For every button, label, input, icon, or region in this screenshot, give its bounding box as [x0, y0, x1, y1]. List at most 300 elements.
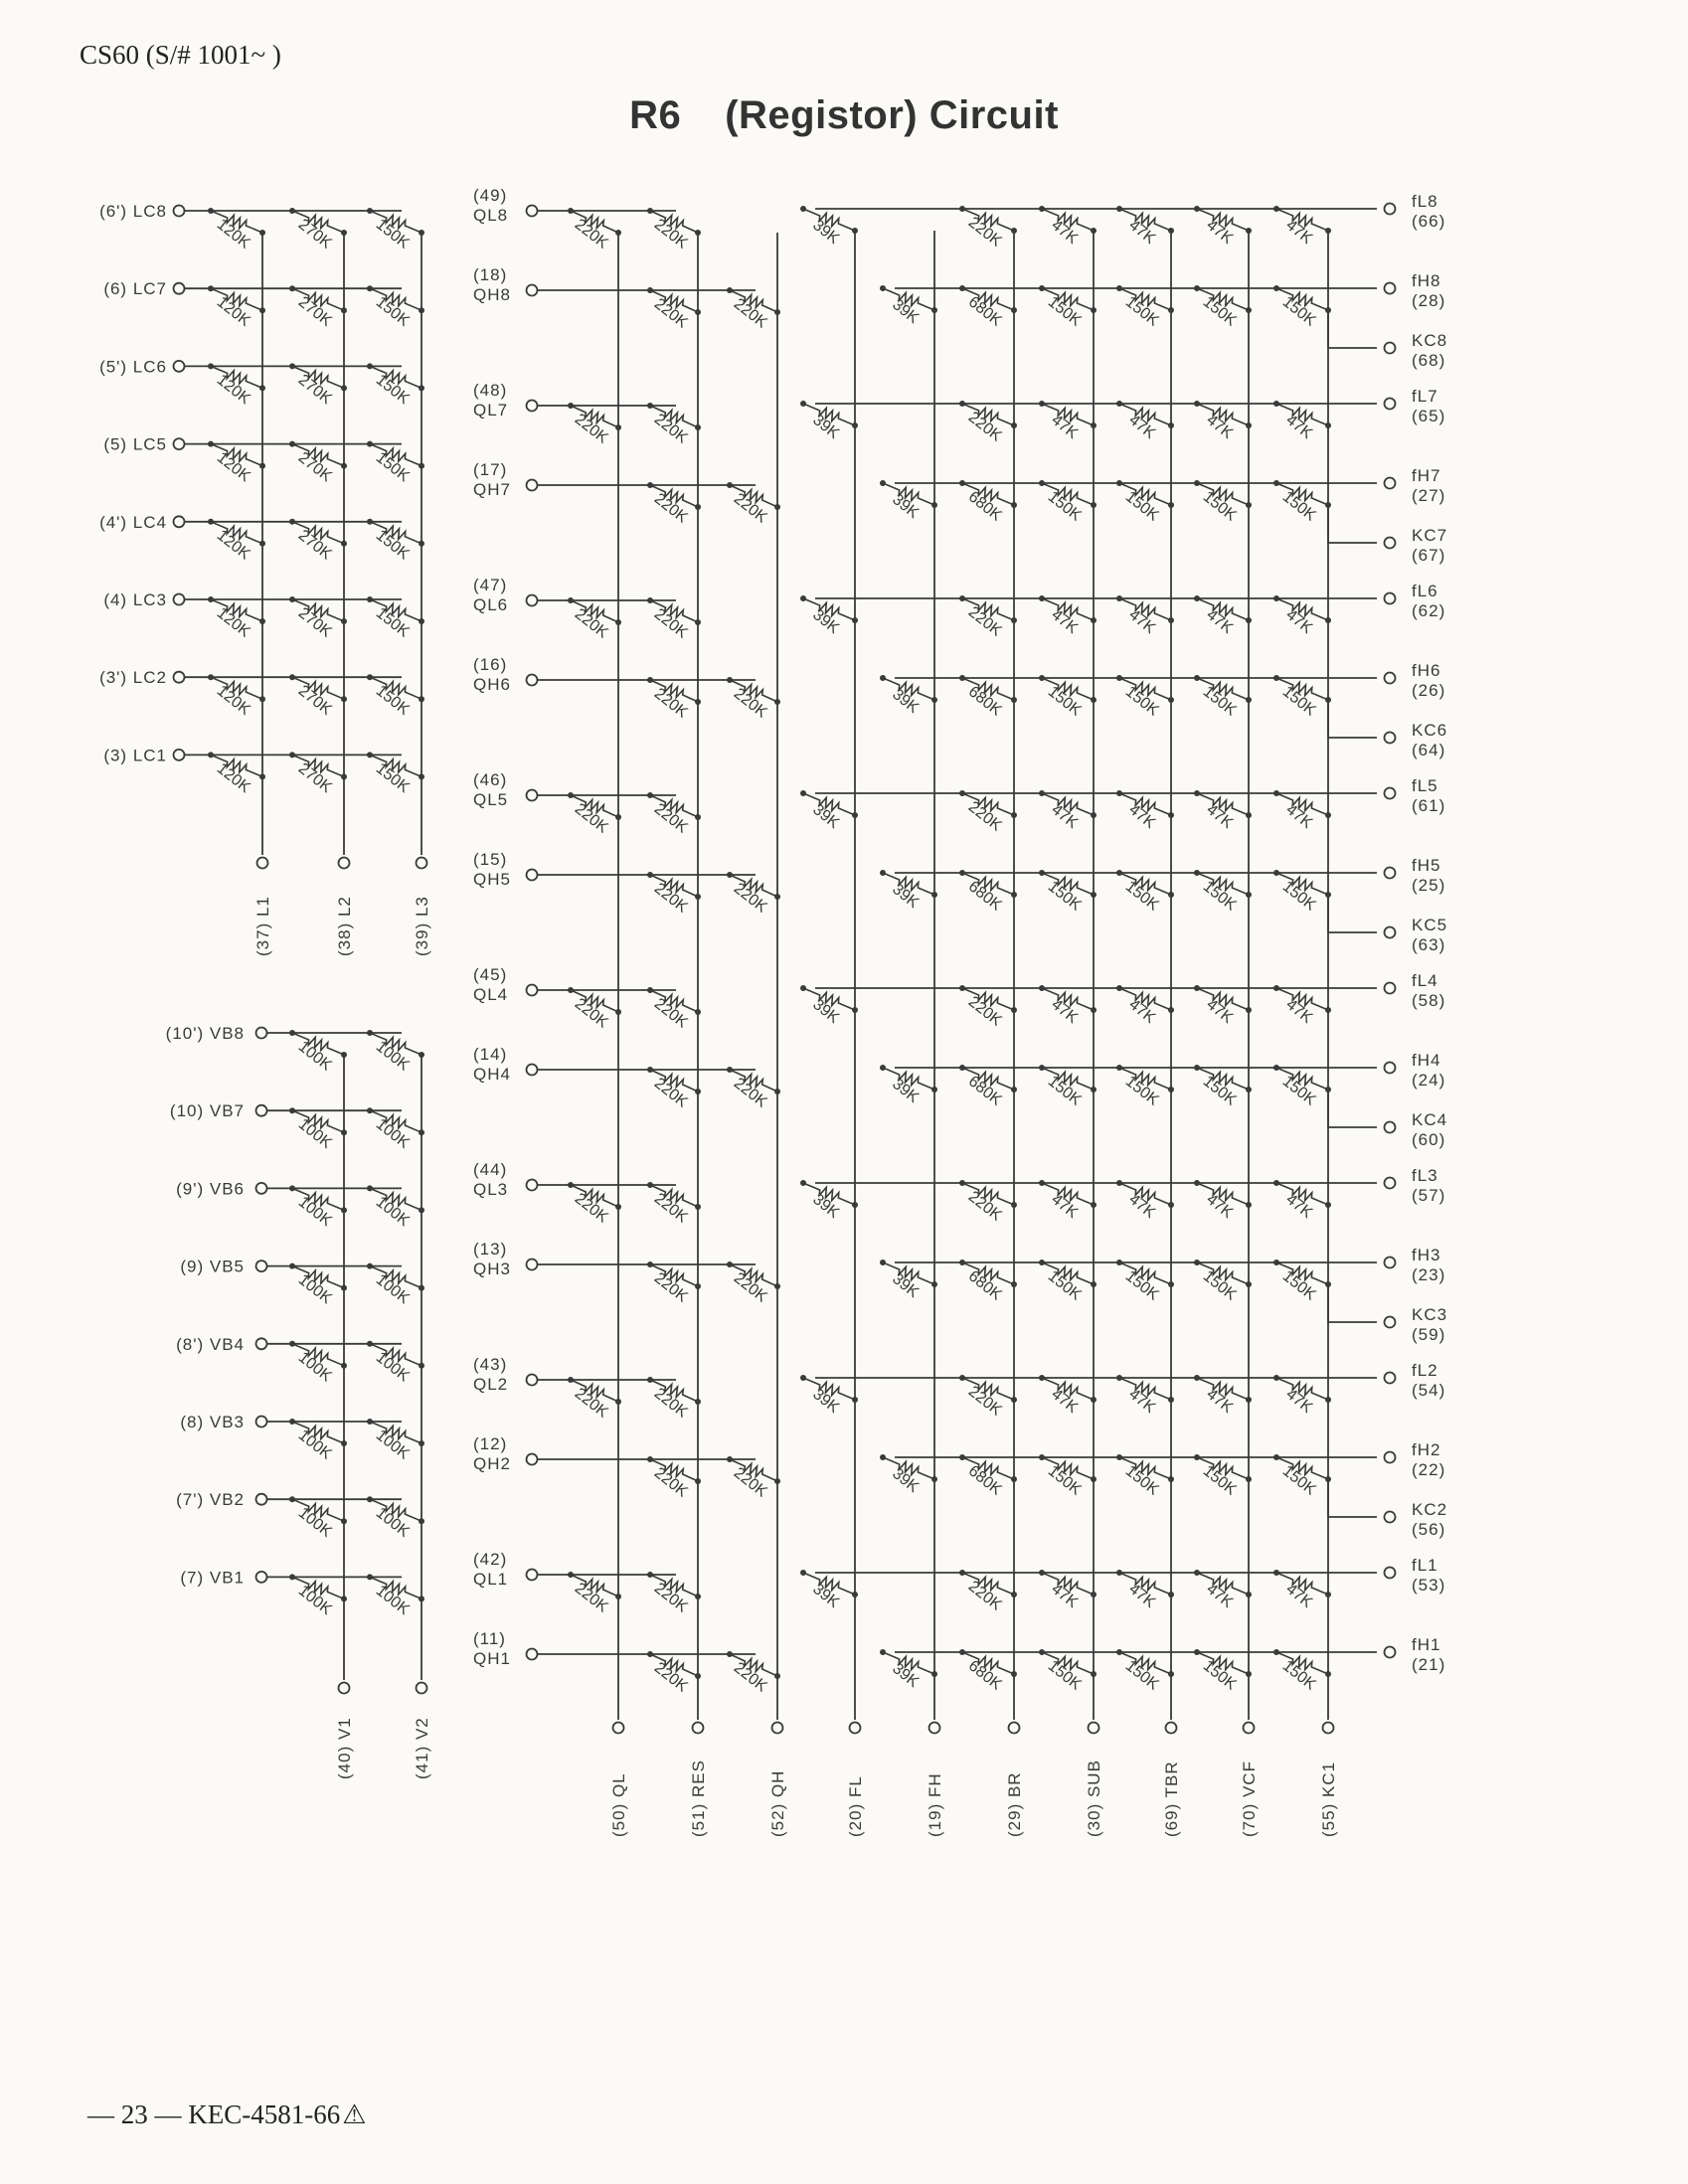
- resistor: [1194, 206, 1252, 248]
- resistor: [647, 482, 701, 527]
- resistor-value: 47K: [1048, 1190, 1082, 1222]
- lc-input-terminal: [174, 283, 185, 294]
- junction-dot: [1194, 1454, 1200, 1460]
- resistor: [1273, 1180, 1331, 1222]
- circuit-name: (Registor) Circuit: [725, 93, 1059, 137]
- resistor-value: 47K: [1203, 995, 1237, 1027]
- resistor: [1194, 595, 1252, 637]
- resistor: [568, 403, 621, 447]
- resistor-value: 100K: [294, 1038, 335, 1075]
- resistor-value: 150K: [1199, 1657, 1240, 1694]
- resistor-value: 39K: [809, 1190, 843, 1222]
- f-output-number: (62): [1412, 601, 1446, 620]
- junction-dot: [1273, 206, 1279, 212]
- bottom-output-terminal: [1244, 1723, 1255, 1734]
- resistor: [289, 1574, 347, 1618]
- f-output-number: (23): [1412, 1265, 1446, 1284]
- q-input-name: QH8: [473, 285, 511, 304]
- resistor: [880, 1065, 937, 1106]
- junction-dot: [1116, 790, 1122, 796]
- junction-dot: [1194, 675, 1200, 681]
- fh-terminal: [1385, 478, 1396, 489]
- kc-terminal: [1385, 927, 1396, 938]
- resistor: [367, 1030, 424, 1075]
- lc-input-terminal: [174, 750, 185, 760]
- resistor: [800, 206, 858, 248]
- resistor-value: 220K: [650, 1464, 691, 1501]
- bottom-output-label: (51) RES: [689, 1760, 708, 1837]
- resistor-value: 270K: [294, 448, 335, 486]
- q-input-terminal: [527, 206, 538, 217]
- resistor-value: 39K: [809, 800, 843, 832]
- junction-dot: [1116, 595, 1122, 601]
- junction-dot: [1116, 675, 1122, 681]
- lc-output-terminal: [417, 858, 427, 869]
- resistor: [959, 870, 1017, 915]
- resistor: [959, 401, 1017, 445]
- resistor: [959, 675, 1017, 720]
- q-input-terminal: [527, 985, 538, 996]
- resistor-value: 150K: [1278, 1267, 1319, 1304]
- junction-dot: [1116, 1649, 1122, 1655]
- junction-dot: [367, 285, 373, 291]
- junction-dot: [647, 403, 653, 409]
- resistor: [1039, 206, 1097, 248]
- resistor-value: 47K: [1203, 1190, 1237, 1222]
- junction-dot: [367, 596, 373, 602]
- resistor: [880, 480, 937, 522]
- resistor: [800, 1180, 858, 1222]
- junction-dot: [647, 677, 653, 683]
- junction-dot: [568, 792, 574, 798]
- resistor-value: 47K: [1048, 216, 1082, 248]
- junction-dot: [289, 1185, 295, 1191]
- q-input-terminal: [527, 1649, 538, 1660]
- bottom-output-label: (52) QH: [768, 1769, 787, 1837]
- junction-dot: [208, 441, 214, 447]
- document-header: CS60 (S/# 1001~ ): [80, 40, 281, 70]
- junction-dot: [1039, 206, 1045, 212]
- q-input-number: (47): [473, 576, 508, 594]
- junction-dot: [647, 287, 653, 293]
- resistor: [289, 752, 347, 796]
- resistor: [800, 1570, 858, 1611]
- junction-dot: [727, 482, 733, 488]
- lc-input-label: (3') LC2: [99, 668, 167, 688]
- resistor: [1116, 1454, 1174, 1499]
- f-output-name: fL8: [1412, 192, 1438, 211]
- resistor: [289, 596, 347, 641]
- resistor-value: 220K: [650, 1385, 691, 1422]
- junction-dot: [647, 1456, 653, 1462]
- junction-dot: [959, 985, 965, 991]
- resistor-value: 150K: [1199, 1267, 1240, 1304]
- resistor-value: 220K: [964, 798, 1005, 835]
- resistor: [1116, 1180, 1174, 1222]
- junction-dot: [800, 1180, 806, 1186]
- resistor: [1194, 675, 1252, 720]
- resistor: [647, 403, 701, 447]
- junction-dot: [367, 1107, 373, 1113]
- resistor: [367, 1341, 424, 1386]
- resistor: [1273, 1570, 1331, 1611]
- junction-dot: [1273, 675, 1279, 681]
- junction-dot: [1273, 1260, 1279, 1265]
- resistor-value: 120K: [213, 216, 253, 252]
- junction-dot: [1116, 480, 1122, 486]
- resistor: [647, 987, 701, 1032]
- resistor-value: 39K: [889, 295, 923, 327]
- resistor: [1194, 1454, 1252, 1499]
- resistor: [959, 1649, 1017, 1694]
- revision-mark: ⚠: [342, 2100, 367, 2129]
- resistor: [367, 1185, 424, 1230]
- resistor-value: 120K: [213, 448, 253, 486]
- junction-dot: [1273, 285, 1279, 291]
- vb-output-terminal: [339, 1683, 350, 1694]
- q-input-number: (45): [473, 965, 508, 984]
- resistor: [289, 1419, 347, 1463]
- junction-dot: [1039, 1649, 1045, 1655]
- bottom-output-label: (19) FH: [926, 1772, 944, 1837]
- q-input-number: (49): [473, 186, 508, 205]
- resistor-value: 270K: [294, 682, 335, 719]
- resistor: [208, 519, 265, 564]
- q-input-name: QH3: [473, 1260, 511, 1278]
- resistor: [1116, 401, 1174, 442]
- q-input-name: QL5: [473, 790, 509, 809]
- resistor: [367, 674, 424, 719]
- resistor: [647, 677, 701, 722]
- resistor-value: 220K: [650, 216, 691, 252]
- vb-input-label: (9') VB6: [176, 1179, 245, 1199]
- junction-dot: [208, 285, 214, 291]
- junction-dot: [880, 870, 886, 876]
- resistor: [1116, 206, 1174, 248]
- f-output-name: fL6: [1412, 582, 1438, 600]
- junction-dot: [1273, 1454, 1279, 1460]
- resistor: [1273, 790, 1331, 832]
- lc-input-terminal: [174, 361, 185, 372]
- vb-input-label: (8') VB4: [176, 1334, 245, 1354]
- q-input-terminal: [527, 401, 538, 412]
- f-output-name: fL5: [1412, 776, 1438, 795]
- resistor: [1194, 985, 1252, 1027]
- junction-dot: [1116, 285, 1122, 291]
- resistor: [727, 677, 780, 722]
- resistor-value: 150K: [1278, 488, 1319, 525]
- resistor-value: 150K: [372, 448, 413, 486]
- kc-terminal: [1385, 1122, 1396, 1133]
- resistor: [800, 1375, 858, 1417]
- junction-dot: [367, 752, 373, 757]
- junction-dot: [1194, 206, 1200, 212]
- junction-dot: [647, 597, 653, 603]
- q-input-number: (46): [473, 770, 508, 789]
- resistor: [800, 595, 858, 637]
- vb-output-label: (40) V1: [335, 1717, 354, 1779]
- resistor: [1273, 401, 1331, 442]
- f-output-name: fH7: [1412, 466, 1441, 485]
- junction-dot: [1116, 1454, 1122, 1460]
- lc-output-terminal: [339, 858, 350, 869]
- resistor: [1273, 480, 1331, 525]
- junction-dot: [959, 1649, 965, 1655]
- junction-dot: [1273, 790, 1279, 796]
- resistor: [568, 1182, 621, 1227]
- resistor-value: 220K: [571, 1190, 611, 1227]
- resistor: [208, 363, 265, 408]
- resistor: [1116, 1260, 1174, 1304]
- resistor-value: 100K: [372, 1349, 413, 1386]
- junction-dot: [367, 1263, 373, 1269]
- resistor-value: 270K: [294, 216, 335, 252]
- resistor-value: 150K: [1044, 1267, 1085, 1304]
- junction-dot: [289, 208, 295, 214]
- resistor: [568, 597, 621, 642]
- resistor: [647, 287, 701, 332]
- junction-dot: [1039, 985, 1045, 991]
- q-input-terminal: [527, 1570, 538, 1581]
- f-output-name: fH8: [1412, 271, 1441, 290]
- f-output-name: fH4: [1412, 1051, 1441, 1070]
- junction-dot: [208, 596, 214, 602]
- junction-dot: [1273, 985, 1279, 991]
- junction-dot: [289, 1030, 295, 1036]
- resistor: [289, 1107, 347, 1152]
- q-input-terminal: [527, 870, 538, 881]
- resistor: [959, 790, 1017, 835]
- resistor-value: 150K: [1199, 683, 1240, 720]
- resistor-value: 220K: [571, 1385, 611, 1422]
- f-output-name: KC6: [1412, 721, 1448, 740]
- lc-output-label: (38) L2: [335, 896, 354, 956]
- junction-dot: [568, 1182, 574, 1188]
- junction-dot: [1273, 1570, 1279, 1576]
- junction-dot: [1194, 1375, 1200, 1381]
- resistor: [568, 987, 621, 1032]
- bottom-output-terminal: [1323, 1723, 1334, 1734]
- resistor: [208, 285, 265, 330]
- resistor-value: 150K: [372, 604, 413, 641]
- q-input-name: QL7: [473, 401, 509, 420]
- resistor: [1116, 1375, 1174, 1417]
- resistor-value: 150K: [372, 216, 413, 252]
- resistor-value: 39K: [809, 605, 843, 637]
- f-output-name: fL4: [1412, 971, 1438, 990]
- resistor-value: 100K: [294, 1427, 335, 1463]
- resistor-value: 150K: [1044, 293, 1085, 330]
- junction-dot: [208, 208, 214, 214]
- resistor-value: 220K: [730, 1659, 770, 1696]
- q-input-name: QH1: [473, 1649, 511, 1668]
- junction-dot: [1039, 1375, 1045, 1381]
- junction-dot: [367, 1341, 373, 1347]
- resistor-value: 680K: [964, 1073, 1005, 1109]
- resistor-value: 220K: [730, 1269, 770, 1306]
- resistor-value: 220K: [964, 409, 1005, 445]
- resistor: [959, 1260, 1017, 1304]
- junction-dot: [727, 1456, 733, 1462]
- resistor: [1039, 790, 1097, 832]
- junction-dot: [289, 363, 295, 369]
- f-output-number: (27): [1412, 486, 1446, 505]
- resistor-value: 39K: [889, 880, 923, 912]
- resistor-value: 39K: [809, 411, 843, 442]
- resistor-value: 680K: [964, 1657, 1005, 1694]
- resistor: [1116, 675, 1174, 720]
- fh-terminal: [1385, 1452, 1396, 1463]
- junction-dot: [1039, 480, 1045, 486]
- resistor: [647, 1261, 701, 1306]
- junction-dot: [1194, 985, 1200, 991]
- resistor: [1039, 985, 1097, 1027]
- junction-dot: [1194, 595, 1200, 601]
- resistor-value: 150K: [1121, 488, 1162, 525]
- resistor-value: 100K: [294, 1582, 335, 1619]
- resistor-value: 220K: [650, 880, 691, 917]
- q-input-number: (12): [473, 1434, 508, 1453]
- resistor-value: 150K: [1121, 1462, 1162, 1499]
- resistor: [959, 206, 1017, 251]
- vb-input-terminal: [256, 1260, 267, 1271]
- resistor: [800, 401, 858, 442]
- junction-dot: [959, 1375, 965, 1381]
- fl-terminal: [1385, 788, 1396, 799]
- resistor: [208, 752, 265, 796]
- q-input-number: (42): [473, 1550, 508, 1569]
- resistor: [568, 1377, 621, 1422]
- junction-dot: [1194, 870, 1200, 876]
- resistor-value: 150K: [1044, 683, 1085, 720]
- resistor-value: 150K: [1278, 683, 1319, 720]
- resistor: [208, 441, 265, 486]
- f-output-number: (63): [1412, 935, 1446, 954]
- resistor-value: 47K: [1125, 216, 1159, 248]
- junction-dot: [959, 285, 965, 291]
- q-input-name: QL1: [473, 1570, 509, 1589]
- fl-terminal: [1385, 1373, 1396, 1384]
- junction-dot: [1273, 1180, 1279, 1186]
- f-output-name: fH5: [1412, 856, 1441, 875]
- junction-dot: [1116, 870, 1122, 876]
- resistor: [959, 985, 1017, 1030]
- resistor: [289, 1496, 347, 1541]
- resistor-value: 220K: [730, 490, 770, 527]
- resistor-value: 47K: [1125, 1385, 1159, 1417]
- resistor-value: 220K: [964, 603, 1005, 640]
- fh-terminal: [1385, 1647, 1396, 1658]
- resistor-value: 39K: [809, 1580, 843, 1611]
- bottom-output-terminal: [929, 1723, 940, 1734]
- f-output-name: KC3: [1412, 1305, 1448, 1324]
- junction-dot: [568, 987, 574, 993]
- resistor-value: 47K: [1203, 605, 1237, 637]
- f-output-name: KC8: [1412, 331, 1448, 350]
- resistor-value: 680K: [964, 878, 1005, 915]
- bottom-output-terminal: [772, 1723, 783, 1734]
- resistor-value: 47K: [1282, 800, 1316, 832]
- resistor-value: 47K: [1125, 411, 1159, 442]
- resistor: [289, 1185, 347, 1230]
- resistor: [1039, 870, 1097, 915]
- junction-dot: [568, 597, 574, 603]
- resistor: [1116, 1065, 1174, 1109]
- junction-dot: [647, 987, 653, 993]
- resistor-value: 47K: [1203, 1385, 1237, 1417]
- q-input-terminal: [527, 790, 538, 801]
- resistor-value: 150K: [1199, 488, 1240, 525]
- kc-terminal: [1385, 538, 1396, 549]
- q-input-name: QH4: [473, 1065, 511, 1084]
- f-output-number: (65): [1412, 407, 1446, 425]
- junction-dot: [647, 1572, 653, 1578]
- resistor: [1116, 1649, 1174, 1694]
- resistor: [289, 441, 347, 486]
- resistor-value: 47K: [1203, 1580, 1237, 1611]
- resistor-value: 150K: [1044, 878, 1085, 915]
- bottom-output-label: (55) KC1: [1319, 1761, 1338, 1837]
- f-output-number: (21): [1412, 1655, 1446, 1674]
- resistor: [289, 363, 347, 408]
- resistor-value: 150K: [1044, 1462, 1085, 1499]
- f-output-name: fH1: [1412, 1635, 1441, 1654]
- junction-dot: [959, 401, 965, 407]
- lc-input-label: (4') LC4: [99, 512, 167, 532]
- resistor: [647, 1182, 701, 1227]
- resistor-value: 150K: [1278, 878, 1319, 915]
- junction-dot: [568, 1377, 574, 1383]
- resistor: [727, 1067, 780, 1111]
- bottom-output-terminal: [1089, 1723, 1099, 1734]
- bottom-output-terminal: [693, 1723, 704, 1734]
- bottom-output-terminal: [850, 1723, 861, 1734]
- lc-input-terminal: [174, 516, 185, 527]
- resistor: [1039, 675, 1097, 720]
- resistor: [959, 1375, 1017, 1420]
- resistor-value: 47K: [1125, 800, 1159, 832]
- junction-dot: [289, 1341, 295, 1347]
- junction-dot: [800, 595, 806, 601]
- resistor-value: 100K: [372, 1115, 413, 1152]
- f-output-number: (61): [1412, 796, 1446, 815]
- junction-dot: [727, 1651, 733, 1657]
- resistor: [367, 752, 424, 796]
- junction-dot: [647, 792, 653, 798]
- resistor-value: 150K: [372, 527, 413, 564]
- lc-input-terminal: [174, 438, 185, 449]
- resistor-value: 150K: [1121, 878, 1162, 915]
- resistor-value: 680K: [964, 683, 1005, 720]
- f-output-name: fL2: [1412, 1361, 1438, 1380]
- resistor-value: 47K: [1282, 995, 1316, 1027]
- resistor: [1039, 285, 1097, 330]
- q-input-name: QH5: [473, 870, 511, 889]
- resistor: [1194, 1260, 1252, 1304]
- q-input-terminal: [527, 1375, 538, 1386]
- resistor: [1194, 1065, 1252, 1109]
- resistor-value: 150K: [1278, 293, 1319, 330]
- junction-dot: [647, 1261, 653, 1267]
- junction-dot: [1039, 285, 1045, 291]
- resistor: [647, 1456, 701, 1501]
- junction-dot: [959, 870, 965, 876]
- resistor-value: 47K: [1125, 1580, 1159, 1611]
- resistor: [1194, 870, 1252, 915]
- resistor-value: 39K: [889, 1075, 923, 1106]
- resistor-value: 47K: [1282, 605, 1316, 637]
- resistor-value: 220K: [964, 993, 1005, 1030]
